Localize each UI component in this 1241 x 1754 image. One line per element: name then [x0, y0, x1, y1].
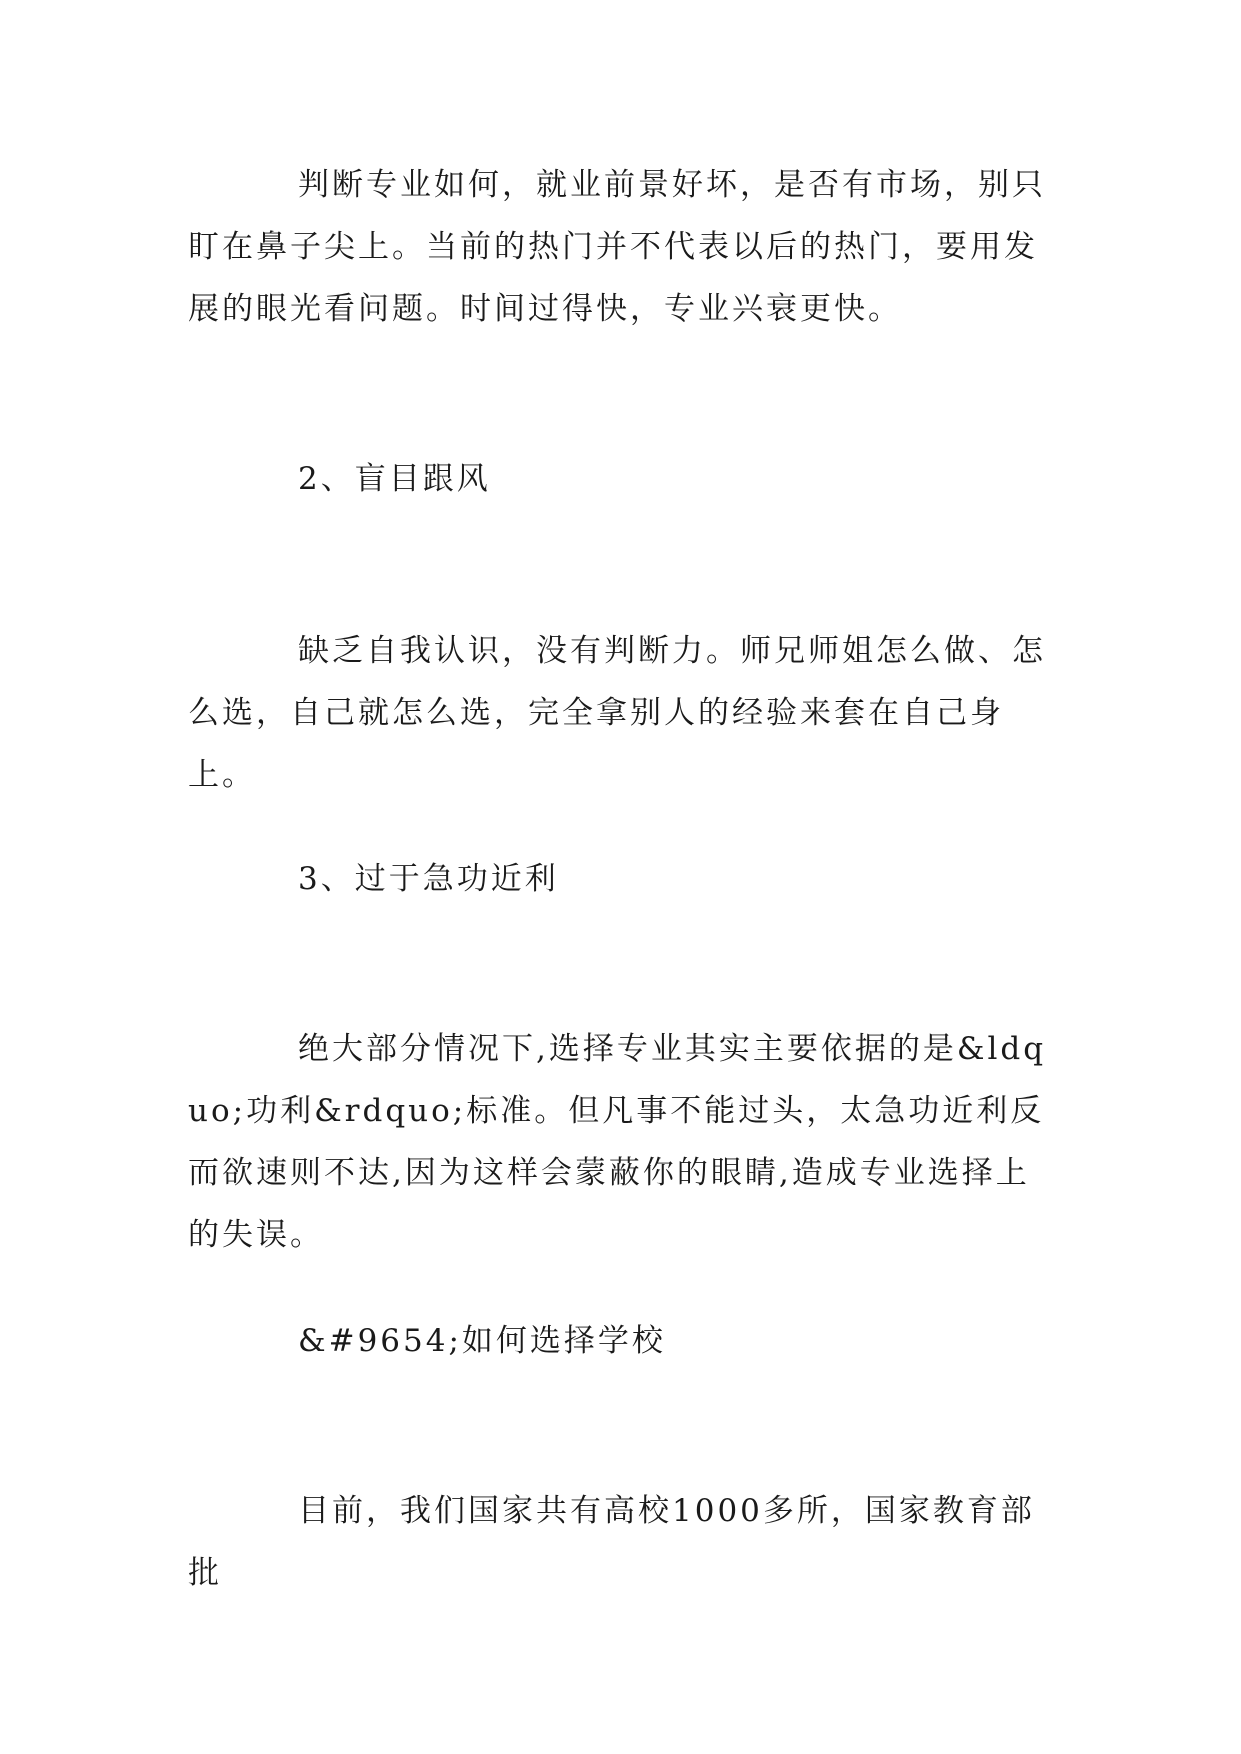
heading-too-utilitarian: 3、过于急功近利: [298, 861, 559, 897]
paragraph-number-of-universities: 目前，我们国家共有高校1000多所，国家教育部批: [188, 1493, 1035, 1591]
paragraph-major-prospects: 判断专业如何，就业前景好坏，是否有市场，别只盯在鼻子尖上。当前的热门并不代表以后的热门，要用发展的眼光看问题。时间过得快，专业兴衰更快。: [188, 167, 1046, 327]
heading-how-to-choose-school: &#9654;如何选择学校: [298, 1323, 666, 1359]
heading-blind-following: 2、盲目跟风: [298, 461, 491, 497]
paragraph-self-awareness: 缺乏自我认识，没有判断力。师兄师姐怎么做、怎么选，自己就怎么选，完全拿别人的经验来套在自己身上。: [188, 633, 1046, 793]
paragraph-utilitarian-choice: 绝大部分情况下,选择专业其实主要依据的是&ldquo;功利&rdquo;标准。但凡事不能过头，太急功近利反而欲速则不达,因为这样会蒙蔽你的眼睛,造成专业选择上的失误。: [188, 1031, 1047, 1253]
